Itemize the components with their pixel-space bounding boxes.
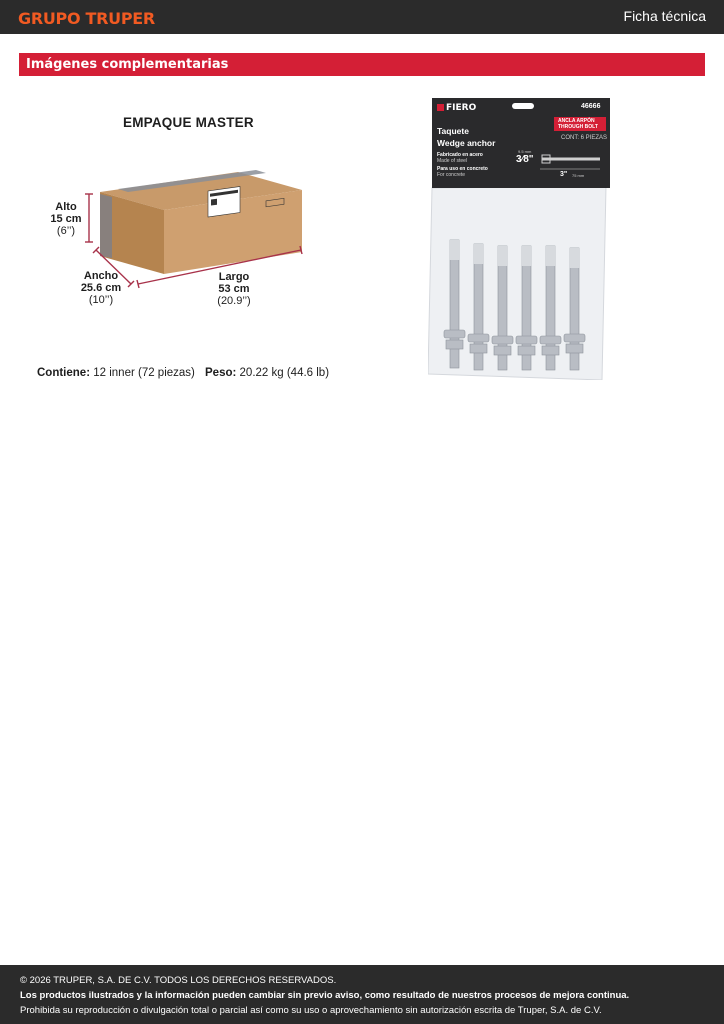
product-length-mm: 75 mm — [572, 173, 585, 178]
header-bar — [0, 0, 724, 34]
product-diameter: 3⁄8" — [516, 154, 534, 165]
brand-logo: GRUPO TRUPER — [18, 9, 155, 28]
width-dimension — [78, 270, 124, 306]
height-dimension — [50, 201, 82, 237]
contents-value: 12 inner (72 piezas) — [93, 367, 195, 379]
product-name-es: Taquete — [437, 126, 469, 136]
width-metric: 25.6 cm — [80, 282, 122, 294]
weight-value: 20.22 kg (44.6 lb) — [239, 367, 330, 379]
product-name-en: Wedge anchor — [437, 138, 496, 148]
width-imperial: (10’’) — [88, 294, 114, 306]
product-length: 3" — [560, 171, 568, 178]
product-type-en: THROUGH BOLT — [558, 124, 598, 130]
product-count: CONT: 6 PIEZAS — [561, 135, 608, 141]
product-material-en: Made of steel — [437, 158, 468, 164]
footer-copyright: © 2026 TRUPER, S.A. DE C.V. TODOS LOS DERECHOS RESERVADOS. — [20, 975, 337, 986]
height-label: Alto — [55, 201, 77, 213]
product-use-en: For concrete — [437, 172, 466, 178]
document-title: Ficha técnica — [623, 8, 706, 24]
contents-info — [37, 367, 195, 379]
product-material-es: Fabricado en acero — [437, 152, 483, 158]
height-imperial: (6’’) — [56, 225, 76, 237]
product-use-es: Para uso en concreto — [437, 166, 488, 172]
length-label: Largo — [218, 271, 250, 283]
length-dimension — [211, 271, 257, 307]
section-title: Imágenes complementarias — [26, 57, 229, 72]
footer-prohibition: Prohibida su reproducción o divulgación total o parcial así como su uso o aprovechamiento sin autorización escrita de Truper, S.A. de C.V. — [20, 1005, 602, 1016]
contents-label: Contiene: — [37, 367, 91, 379]
footer — [0, 965, 724, 1024]
product-code: 46666 — [581, 103, 601, 110]
footer-notice: Los productos ilustrados y la información pueden cambiar sin previo aviso, como resultado de nuestros procesos de mejora continua. — [20, 990, 630, 1001]
master-pack-title: EMPAQUE MASTER — [123, 115, 254, 130]
weight-label: Peso: — [205, 367, 237, 379]
product-package-image — [428, 98, 610, 380]
product-type-es: ANCLA ARPÓN — [558, 118, 595, 124]
length-imperial: (20.9’’) — [217, 295, 251, 307]
width-label: Ancho — [83, 270, 119, 282]
weight-info — [205, 367, 329, 379]
product-diameter-mm: 9.5 mm — [518, 149, 532, 154]
product-brand: FIERO — [446, 103, 477, 113]
length-metric: 53 cm — [218, 283, 250, 295]
height-metric: 15 cm — [50, 213, 82, 225]
section-header — [19, 53, 705, 76]
